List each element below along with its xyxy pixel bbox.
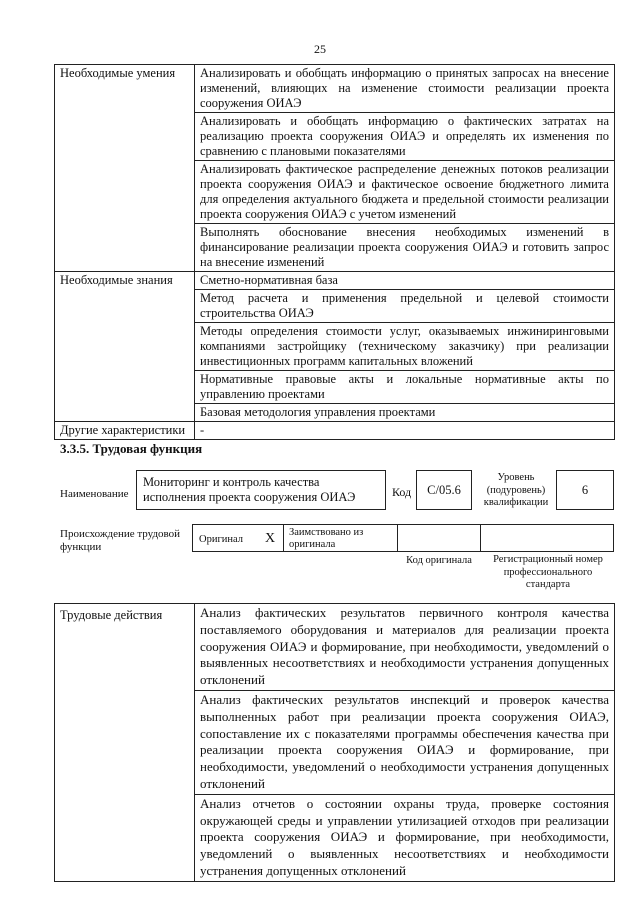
- registration-number-cell: [480, 524, 614, 552]
- knowledge-label: Необходимые знания: [55, 272, 195, 422]
- origin-original-cell: [192, 524, 284, 552]
- code-label: Код: [392, 485, 412, 499]
- knowledge-item: Методы определения стоимости услуг, оказываемых инжиниринговыми компаниями застройщику (техническому заказчику) при реализации инвестиционных программ капитальных вложений: [195, 323, 615, 371]
- skill-item: Анализировать и обобщать информацию о фактических затратах на реализацию проекта сооружения ОИАЭ и определять их изменения по сравнению с плановыми показателями: [195, 113, 615, 161]
- action-item: Анализ отчетов о состоянии охраны труда, проверке состояния окружающей среды и управлении утилизацией отходов при реализации проекта сооружения ОИАЭ и формирование, при необходимости, уведомлений о выявленных несоответствиях и необходимости устранения допущенных отклонений: [195, 794, 615, 881]
- original-mark: X: [265, 531, 276, 546]
- function-name-box: Мониторинг и контроль качества исполнения проекта сооружения ОИАЭ: [136, 470, 386, 510]
- knowledge-item: Базовая методология управления проектами: [195, 404, 615, 422]
- original-label: Оригинал: [199, 534, 243, 545]
- section-heading: 3.3.5. Трудовая функция: [60, 441, 203, 456]
- skills-label: Необходимые умения: [55, 65, 195, 272]
- knowledge-item: Сметно-нормативная база: [195, 272, 615, 290]
- skill-item: Выполнять обоснование внесения необходимых изменений в финансирование реализации проекта сооружения ОИАЭ и готовить запрос на внесение изменений: [195, 224, 615, 272]
- action-item: Анализ фактических результатов первичного контроля качества поставляемого оборудования и материалов для реализации проекта сооружения ОИАЭ и формирование, при необходимости, уведомлений о выявленных несоответствиях и необходимости устранения допущенных отклонений: [195, 604, 615, 691]
- original-code-caption: Код оригинала: [406, 555, 472, 566]
- actions-label: Трудовые действия: [55, 604, 195, 882]
- action-item: Анализ фактических результатов инспекций и проверок качества выполненных работ при реализации проекта сооружения ОИАЭ, сопоставление их с показателями программы обеспечения качества при реализации проекта сооружения ОИАЭ и формирование, при необходимости, уведомлений о необходимости устранения допущенных отклонений: [195, 690, 615, 794]
- level-label: Уровень (подуровень) квалификации: [483, 472, 549, 508]
- origin-label: Происхождение трудовой функции: [60, 528, 181, 553]
- knowledge-item: Метод расчета и применения предельной и целевой стоимости строительства ОИАЭ: [195, 290, 615, 323]
- other-value: -: [195, 422, 615, 440]
- knowledge-item: Нормативные правовые акты и локальные нормативные акты по управлению проектами: [195, 371, 615, 404]
- labour-actions-table: [54, 603, 615, 882]
- borrowed-cell: Заимствовано из оригинала: [283, 524, 398, 552]
- table-row: [55, 272, 615, 290]
- other-label: Другие характеристики: [55, 422, 195, 440]
- table-row: [55, 604, 615, 691]
- requirements-table: [54, 64, 615, 440]
- page-number: 25: [314, 42, 326, 56]
- name-label: Наименование: [60, 488, 129, 500]
- skill-item: Анализировать фактическое распределение денежных потоков реализации проекта сооружения ОИАЭ и фактическое освоение бюджетного лимита для определения актуального бюджета и предельной стоимости реализации проекта сооружения ОИАЭ с учетом изменений: [195, 161, 615, 224]
- table-row: [55, 65, 615, 113]
- table-row: [55, 422, 615, 440]
- original-code-cell: [397, 524, 481, 552]
- level-box: 6: [556, 470, 614, 510]
- registration-number-caption: Регистрационный номер профессионального стандарта: [493, 554, 603, 590]
- code-box: С/05.6: [416, 470, 472, 510]
- skill-item: Анализировать и обобщать информацию о принятых запросах на внесение изменений, влияющих на изменение стоимости реализации проекта сооружения ОИАЭ: [195, 65, 615, 113]
